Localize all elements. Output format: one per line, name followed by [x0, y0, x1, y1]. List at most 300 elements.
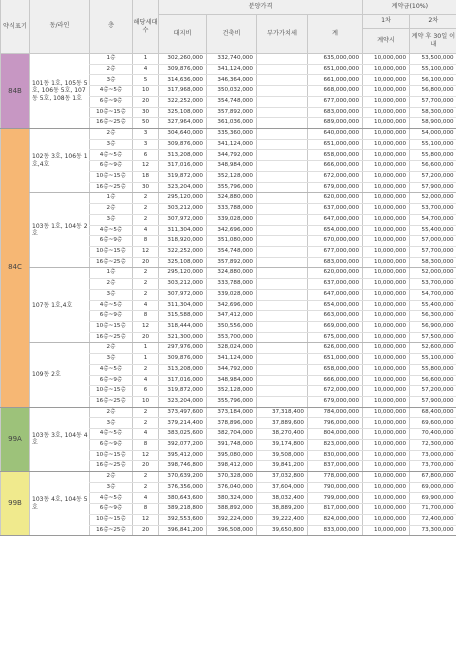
vat-cell: 39,174,800	[257, 439, 308, 450]
floor-cell: 3층	[90, 482, 133, 493]
total-price-cell: 651,000,000	[308, 354, 363, 365]
line-cell: 107동 1호,4호	[30, 268, 90, 343]
floor-cell: 10층~15층	[90, 246, 133, 257]
first-deposit-cell: 10,000,000	[363, 472, 410, 483]
floor-cell: 2층	[90, 129, 133, 140]
floor-cell: 3층	[90, 418, 133, 429]
vat-cell	[257, 161, 308, 172]
vat-cell	[257, 118, 308, 129]
second-deposit-cell: 55,800,000	[410, 364, 456, 375]
total-price-cell: 620,000,000	[308, 193, 363, 204]
building-price-cell: 354,748,000	[207, 96, 257, 107]
second-deposit-cell: 56,600,000	[410, 375, 456, 386]
floor-cell: 6층~9층	[90, 161, 133, 172]
vat-cell	[257, 193, 308, 204]
total-price-cell: 790,000,000	[308, 482, 363, 493]
line-cell: 103동 1호, 104동 2호	[30, 193, 90, 268]
second-deposit-cell: 57,000,000	[410, 236, 456, 247]
building-price-cell: 339,028,000	[207, 214, 257, 225]
first-deposit-cell: 10,000,000	[363, 525, 410, 536]
building-price-cell: 353,700,000	[207, 332, 257, 343]
second-deposit-cell: 57,900,000	[410, 397, 456, 408]
units-cell: 12	[133, 246, 159, 257]
units-cell: 50	[133, 118, 159, 129]
building-price-cell: 350,556,000	[207, 321, 257, 332]
floor-cell: 6층~9층	[90, 96, 133, 107]
land-price-cell: 315,588,000	[159, 311, 207, 322]
units-cell: 2	[133, 193, 159, 204]
vat-cell	[257, 397, 308, 408]
land-price-cell: 317,968,000	[159, 86, 207, 97]
header-floor: 층	[90, 0, 133, 54]
vat-cell: 37,032,800	[257, 472, 308, 483]
first-deposit-cell: 10,000,000	[363, 407, 410, 418]
units-cell: 5	[133, 75, 159, 86]
building-price-cell: 373,184,000	[207, 407, 257, 418]
units-cell: 6	[133, 150, 159, 161]
building-price-cell: 398,412,000	[207, 461, 257, 472]
total-price-cell: 666,000,000	[308, 161, 363, 172]
land-price-cell: 318,444,000	[159, 321, 207, 332]
units-cell: 4	[133, 300, 159, 311]
building-price-cell: 370,328,000	[207, 472, 257, 483]
floor-cell: 3층	[90, 214, 133, 225]
units-cell: 12	[133, 450, 159, 461]
second-deposit-cell: 52,000,000	[410, 193, 456, 204]
first-deposit-cell: 10,000,000	[363, 386, 410, 397]
second-deposit-cell: 56,900,000	[410, 321, 456, 332]
total-price-cell: 799,000,000	[308, 493, 363, 504]
vat-cell: 38,270,400	[257, 429, 308, 440]
building-price-cell: 382,704,000	[207, 429, 257, 440]
units-cell: 4	[133, 429, 159, 440]
floor-cell: 10층~15층	[90, 514, 133, 525]
total-price-cell: 654,000,000	[308, 300, 363, 311]
floor-cell: 16층~25층	[90, 461, 133, 472]
second-deposit-cell: 57,500,000	[410, 332, 456, 343]
floor-cell: 16층~25층	[90, 525, 133, 536]
header-first-sub: 계약시	[363, 29, 410, 54]
land-price-cell: 313,208,000	[159, 150, 207, 161]
second-deposit-cell: 54,000,000	[410, 129, 456, 140]
total-price-cell: 837,000,000	[308, 461, 363, 472]
second-deposit-cell: 55,100,000	[410, 64, 456, 75]
second-deposit-cell: 58,900,000	[410, 118, 456, 129]
table-row	[1, 129, 456, 140]
second-deposit-cell: 53,700,000	[410, 279, 456, 290]
first-deposit-cell: 10,000,000	[363, 129, 410, 140]
land-price-cell: 314,636,000	[159, 75, 207, 86]
first-deposit-cell: 10,000,000	[363, 450, 410, 461]
vat-cell	[257, 139, 308, 150]
total-price-cell: 651,000,000	[308, 139, 363, 150]
building-price-cell: 351,080,000	[207, 236, 257, 247]
building-price-cell: 361,036,000	[207, 118, 257, 129]
total-price-cell: 670,000,000	[308, 236, 363, 247]
vat-cell	[257, 364, 308, 375]
vat-cell	[257, 150, 308, 161]
floor-cell: 10층~15층	[90, 450, 133, 461]
units-cell: 12	[133, 161, 159, 172]
first-deposit-cell: 10,000,000	[363, 493, 410, 504]
building-price-cell: 355,796,000	[207, 182, 257, 193]
second-deposit-cell: 53,700,000	[410, 204, 456, 215]
line-cell: 103동 4호, 104동 5호	[30, 472, 90, 536]
vat-cell	[257, 279, 308, 290]
second-deposit-cell: 56,600,000	[410, 161, 456, 172]
first-deposit-cell: 10,000,000	[363, 161, 410, 172]
total-price-cell: 679,000,000	[308, 182, 363, 193]
building-price-cell: 333,788,000	[207, 279, 257, 290]
building-price-cell: 344,792,000	[207, 150, 257, 161]
total-price-cell: 647,000,000	[308, 289, 363, 300]
vat-cell: 38,889,200	[257, 504, 308, 515]
total-price-cell: 640,000,000	[308, 129, 363, 140]
total-price-cell: 677,000,000	[308, 246, 363, 257]
land-price-cell: 396,841,200	[159, 525, 207, 536]
first-deposit-cell: 10,000,000	[363, 332, 410, 343]
vat-cell	[257, 246, 308, 257]
units-cell: 20	[133, 257, 159, 268]
vat-cell	[257, 354, 308, 365]
second-deposit-cell: 57,200,000	[410, 386, 456, 397]
land-price-cell: 325,108,000	[159, 107, 207, 118]
building-price-cell: 376,040,000	[207, 482, 257, 493]
units-cell: 3	[133, 139, 159, 150]
units-cell: 18	[133, 171, 159, 182]
building-price-cell: 324,880,000	[207, 268, 257, 279]
header-second-sub: 계약 후 30일 이내	[410, 29, 456, 54]
first-deposit-cell: 10,000,000	[363, 193, 410, 204]
total-price-cell: 658,000,000	[308, 364, 363, 375]
units-cell: 20	[133, 96, 159, 107]
building-price-cell: 348,984,000	[207, 161, 257, 172]
units-cell: 2	[133, 289, 159, 300]
first-deposit-cell: 10,000,000	[363, 300, 410, 311]
first-deposit-cell: 10,000,000	[363, 514, 410, 525]
floor-cell: 10층~15층	[90, 107, 133, 118]
first-deposit-cell: 10,000,000	[363, 64, 410, 75]
land-price-cell: 302,260,000	[159, 54, 207, 65]
total-price-cell: 637,000,000	[308, 279, 363, 290]
floor-cell: 4층~5층	[90, 493, 133, 504]
units-cell: 1	[133, 354, 159, 365]
first-deposit-cell: 10,000,000	[363, 107, 410, 118]
land-price-cell: 317,016,000	[159, 375, 207, 386]
vat-cell	[257, 321, 308, 332]
total-price-cell: 651,000,000	[308, 64, 363, 75]
total-price-cell: 672,000,000	[308, 386, 363, 397]
header-second: 2차	[410, 15, 456, 29]
units-cell: 8	[133, 439, 159, 450]
second-deposit-cell: 56,300,000	[410, 311, 456, 322]
units-cell: 2	[133, 472, 159, 483]
vat-cell	[257, 54, 308, 65]
type-cell: 84B	[1, 54, 30, 129]
vat-cell	[257, 311, 308, 322]
vat-cell	[257, 300, 308, 311]
building-price-cell: 346,364,000	[207, 75, 257, 86]
units-cell: 4	[133, 225, 159, 236]
total-price-cell: 796,000,000	[308, 418, 363, 429]
type-cell: 99A	[1, 407, 30, 471]
units-cell: 8	[133, 504, 159, 515]
land-price-cell: 309,876,000	[159, 354, 207, 365]
vat-cell	[257, 171, 308, 182]
total-price-cell: 647,000,000	[308, 214, 363, 225]
floor-cell: 2층	[90, 279, 133, 290]
land-price-cell: 398,746,800	[159, 461, 207, 472]
first-deposit-cell: 10,000,000	[363, 289, 410, 300]
land-price-cell: 321,300,000	[159, 332, 207, 343]
second-deposit-cell: 70,400,000	[410, 429, 456, 440]
total-price-cell: 620,000,000	[308, 268, 363, 279]
building-price-cell: 332,740,000	[207, 54, 257, 65]
vat-cell: 37,604,000	[257, 482, 308, 493]
table-row	[1, 343, 456, 354]
second-deposit-cell: 52,600,000	[410, 343, 456, 354]
units-cell: 1	[133, 54, 159, 65]
units-cell: 4	[133, 493, 159, 504]
first-deposit-cell: 10,000,000	[363, 75, 410, 86]
land-price-cell: 373,497,600	[159, 407, 207, 418]
second-deposit-cell: 73,700,000	[410, 461, 456, 472]
units-cell: 6	[133, 386, 159, 397]
units-cell: 8	[133, 236, 159, 247]
floor-cell: 3층	[90, 139, 133, 150]
building-price-cell: 344,792,000	[207, 364, 257, 375]
first-deposit-cell: 10,000,000	[363, 279, 410, 290]
units-cell: 2	[133, 214, 159, 225]
header-vat: 부가가치세	[257, 15, 308, 54]
floor-cell: 4층~5층	[90, 225, 133, 236]
table-row	[1, 472, 456, 483]
units-cell: 30	[133, 182, 159, 193]
second-deposit-cell: 67,800,000	[410, 472, 456, 483]
units-cell: 2	[133, 482, 159, 493]
first-deposit-cell: 10,000,000	[363, 96, 410, 107]
land-price-cell: 309,876,000	[159, 64, 207, 75]
second-deposit-cell: 73,000,000	[410, 450, 456, 461]
first-deposit-cell: 10,000,000	[363, 418, 410, 429]
land-price-cell: 379,214,400	[159, 418, 207, 429]
vat-cell: 39,508,000	[257, 450, 308, 461]
line-cell: 102동 3호, 106동 1호,4호	[30, 129, 90, 193]
building-price-cell: 391,748,000	[207, 439, 257, 450]
table-row	[1, 54, 456, 65]
header-building: 건축비	[207, 15, 257, 54]
line-cell: 109동 2호	[30, 343, 90, 407]
floor-cell: 2층	[90, 64, 133, 75]
header-land: 대지비	[159, 15, 207, 54]
land-price-cell: 392,077,200	[159, 439, 207, 450]
land-price-cell: 319,872,000	[159, 171, 207, 182]
first-deposit-cell: 10,000,000	[363, 182, 410, 193]
units-cell: 4	[133, 375, 159, 386]
first-deposit-cell: 10,000,000	[363, 236, 410, 247]
units-cell: 2	[133, 418, 159, 429]
second-deposit-cell: 58,300,000	[410, 107, 456, 118]
header-first: 1차	[363, 15, 410, 29]
total-price-cell: 668,000,000	[308, 86, 363, 97]
vat-cell: 38,032,400	[257, 493, 308, 504]
line-cell: 103동 3호, 104동 4호	[30, 407, 90, 471]
second-deposit-cell: 69,900,000	[410, 493, 456, 504]
vat-cell: 37,889,600	[257, 418, 308, 429]
building-price-cell: 378,896,000	[207, 418, 257, 429]
land-price-cell: 392,553,600	[159, 514, 207, 525]
vat-cell	[257, 268, 308, 279]
total-price-cell: 658,000,000	[308, 150, 363, 161]
floor-cell: 2층	[90, 407, 133, 418]
floor-cell: 16층~25층	[90, 257, 133, 268]
units-cell: 10	[133, 397, 159, 408]
total-price-cell: 817,000,000	[308, 504, 363, 515]
land-price-cell: 311,304,000	[159, 300, 207, 311]
vat-cell	[257, 225, 308, 236]
building-price-cell: 328,024,000	[207, 343, 257, 354]
building-price-cell: 341,124,000	[207, 354, 257, 365]
units-cell: 2	[133, 268, 159, 279]
building-price-cell: 335,360,000	[207, 129, 257, 140]
vat-cell	[257, 289, 308, 300]
floor-cell: 4층~5층	[90, 86, 133, 97]
land-price-cell: 295,120,000	[159, 193, 207, 204]
units-cell: 30	[133, 107, 159, 118]
land-price-cell: 303,212,000	[159, 279, 207, 290]
header-line: 동/라인	[30, 0, 90, 54]
floor-cell: 6층~9층	[90, 375, 133, 386]
building-price-cell: 355,796,000	[207, 397, 257, 408]
building-price-cell: 352,128,000	[207, 386, 257, 397]
vat-cell	[257, 182, 308, 193]
vat-cell	[257, 86, 308, 97]
first-deposit-cell: 10,000,000	[363, 118, 410, 129]
floor-cell: 4층~5층	[90, 429, 133, 440]
vat-cell	[257, 204, 308, 215]
vat-cell	[257, 343, 308, 354]
first-deposit-cell: 10,000,000	[363, 311, 410, 322]
vat-cell	[257, 375, 308, 386]
floor-cell: 4층~5층	[90, 364, 133, 375]
vat-cell: 39,650,800	[257, 525, 308, 536]
building-price-cell: 380,324,000	[207, 493, 257, 504]
table-body	[1, 54, 456, 536]
total-price-cell: 689,000,000	[308, 118, 363, 129]
floor-cell: 6층~9층	[90, 439, 133, 450]
second-deposit-cell: 54,700,000	[410, 289, 456, 300]
land-price-cell: 376,356,000	[159, 482, 207, 493]
vat-cell: 37,318,400	[257, 407, 308, 418]
land-price-cell: 307,972,000	[159, 289, 207, 300]
total-price-cell: 833,000,000	[308, 525, 363, 536]
floor-cell: 16층~25층	[90, 332, 133, 343]
first-deposit-cell: 10,000,000	[363, 429, 410, 440]
floor-cell: 6층~9층	[90, 311, 133, 322]
second-deposit-cell: 57,700,000	[410, 96, 456, 107]
total-price-cell: 654,000,000	[308, 225, 363, 236]
total-price-cell: 626,000,000	[308, 343, 363, 354]
first-deposit-cell: 10,000,000	[363, 150, 410, 161]
building-price-cell: 392,224,000	[207, 514, 257, 525]
land-price-cell: 319,872,000	[159, 386, 207, 397]
building-price-cell: 357,892,000	[207, 107, 257, 118]
second-deposit-cell: 55,100,000	[410, 354, 456, 365]
second-deposit-cell: 57,900,000	[410, 182, 456, 193]
first-deposit-cell: 10,000,000	[363, 343, 410, 354]
first-deposit-cell: 10,000,000	[363, 321, 410, 332]
land-price-cell: 311,304,000	[159, 225, 207, 236]
floor-cell: 10층~15층	[90, 386, 133, 397]
second-deposit-cell: 55,400,000	[410, 225, 456, 236]
total-price-cell: 778,000,000	[308, 472, 363, 483]
second-deposit-cell: 55,100,000	[410, 139, 456, 150]
vat-cell	[257, 386, 308, 397]
table-row	[1, 193, 456, 204]
floor-cell: 2층	[90, 472, 133, 483]
land-price-cell: 370,639,200	[159, 472, 207, 483]
building-price-cell: 354,748,000	[207, 246, 257, 257]
land-price-cell: 318,920,000	[159, 236, 207, 247]
land-price-cell: 322,252,000	[159, 96, 207, 107]
first-deposit-cell: 10,000,000	[363, 54, 410, 65]
first-deposit-cell: 10,000,000	[363, 204, 410, 215]
building-price-cell: 388,892,000	[207, 504, 257, 515]
land-price-cell: 295,120,000	[159, 268, 207, 279]
second-deposit-cell: 71,700,000	[410, 504, 456, 515]
building-price-cell: 342,696,000	[207, 225, 257, 236]
first-deposit-cell: 10,000,000	[363, 257, 410, 268]
second-deposit-cell: 56,100,000	[410, 75, 456, 86]
type-cell: 84C	[1, 129, 30, 408]
vat-cell	[257, 64, 308, 75]
second-deposit-cell: 72,400,000	[410, 514, 456, 525]
land-price-cell: 313,208,000	[159, 364, 207, 375]
units-cell: 12	[133, 321, 159, 332]
total-price-cell: 823,000,000	[308, 439, 363, 450]
building-price-cell: 395,080,000	[207, 450, 257, 461]
header-price-group: 분양가격	[159, 0, 363, 15]
total-price-cell: 830,000,000	[308, 450, 363, 461]
building-price-cell: 324,880,000	[207, 193, 257, 204]
units-cell: 8	[133, 311, 159, 322]
table-row	[1, 407, 456, 418]
line-cell: 101동 1호, 105동 5호, 106동 5호, 107동 5호, 108동 1호	[30, 54, 90, 129]
vat-cell: 39,841,200	[257, 461, 308, 472]
first-deposit-cell: 10,000,000	[363, 364, 410, 375]
second-deposit-cell: 68,400,000	[410, 407, 456, 418]
land-price-cell: 380,643,600	[159, 493, 207, 504]
floor-cell: 4층~5층	[90, 300, 133, 311]
land-price-cell: 389,218,800	[159, 504, 207, 515]
total-price-cell: 637,000,000	[308, 204, 363, 215]
table-row	[1, 268, 456, 279]
land-price-cell: 395,412,000	[159, 450, 207, 461]
vat-cell	[257, 96, 308, 107]
building-price-cell: 341,124,000	[207, 139, 257, 150]
second-deposit-cell: 57,200,000	[410, 171, 456, 182]
building-price-cell: 342,696,000	[207, 300, 257, 311]
vat-cell	[257, 332, 308, 343]
first-deposit-cell: 10,000,000	[363, 268, 410, 279]
first-deposit-cell: 10,000,000	[363, 439, 410, 450]
total-price-cell: 784,000,000	[308, 407, 363, 418]
land-price-cell: 304,640,000	[159, 129, 207, 140]
units-cell: 2	[133, 279, 159, 290]
header-total: 계	[308, 15, 363, 54]
header-deposit-group: 계약금(10%)	[363, 0, 456, 15]
second-deposit-cell: 56,800,000	[410, 86, 456, 97]
